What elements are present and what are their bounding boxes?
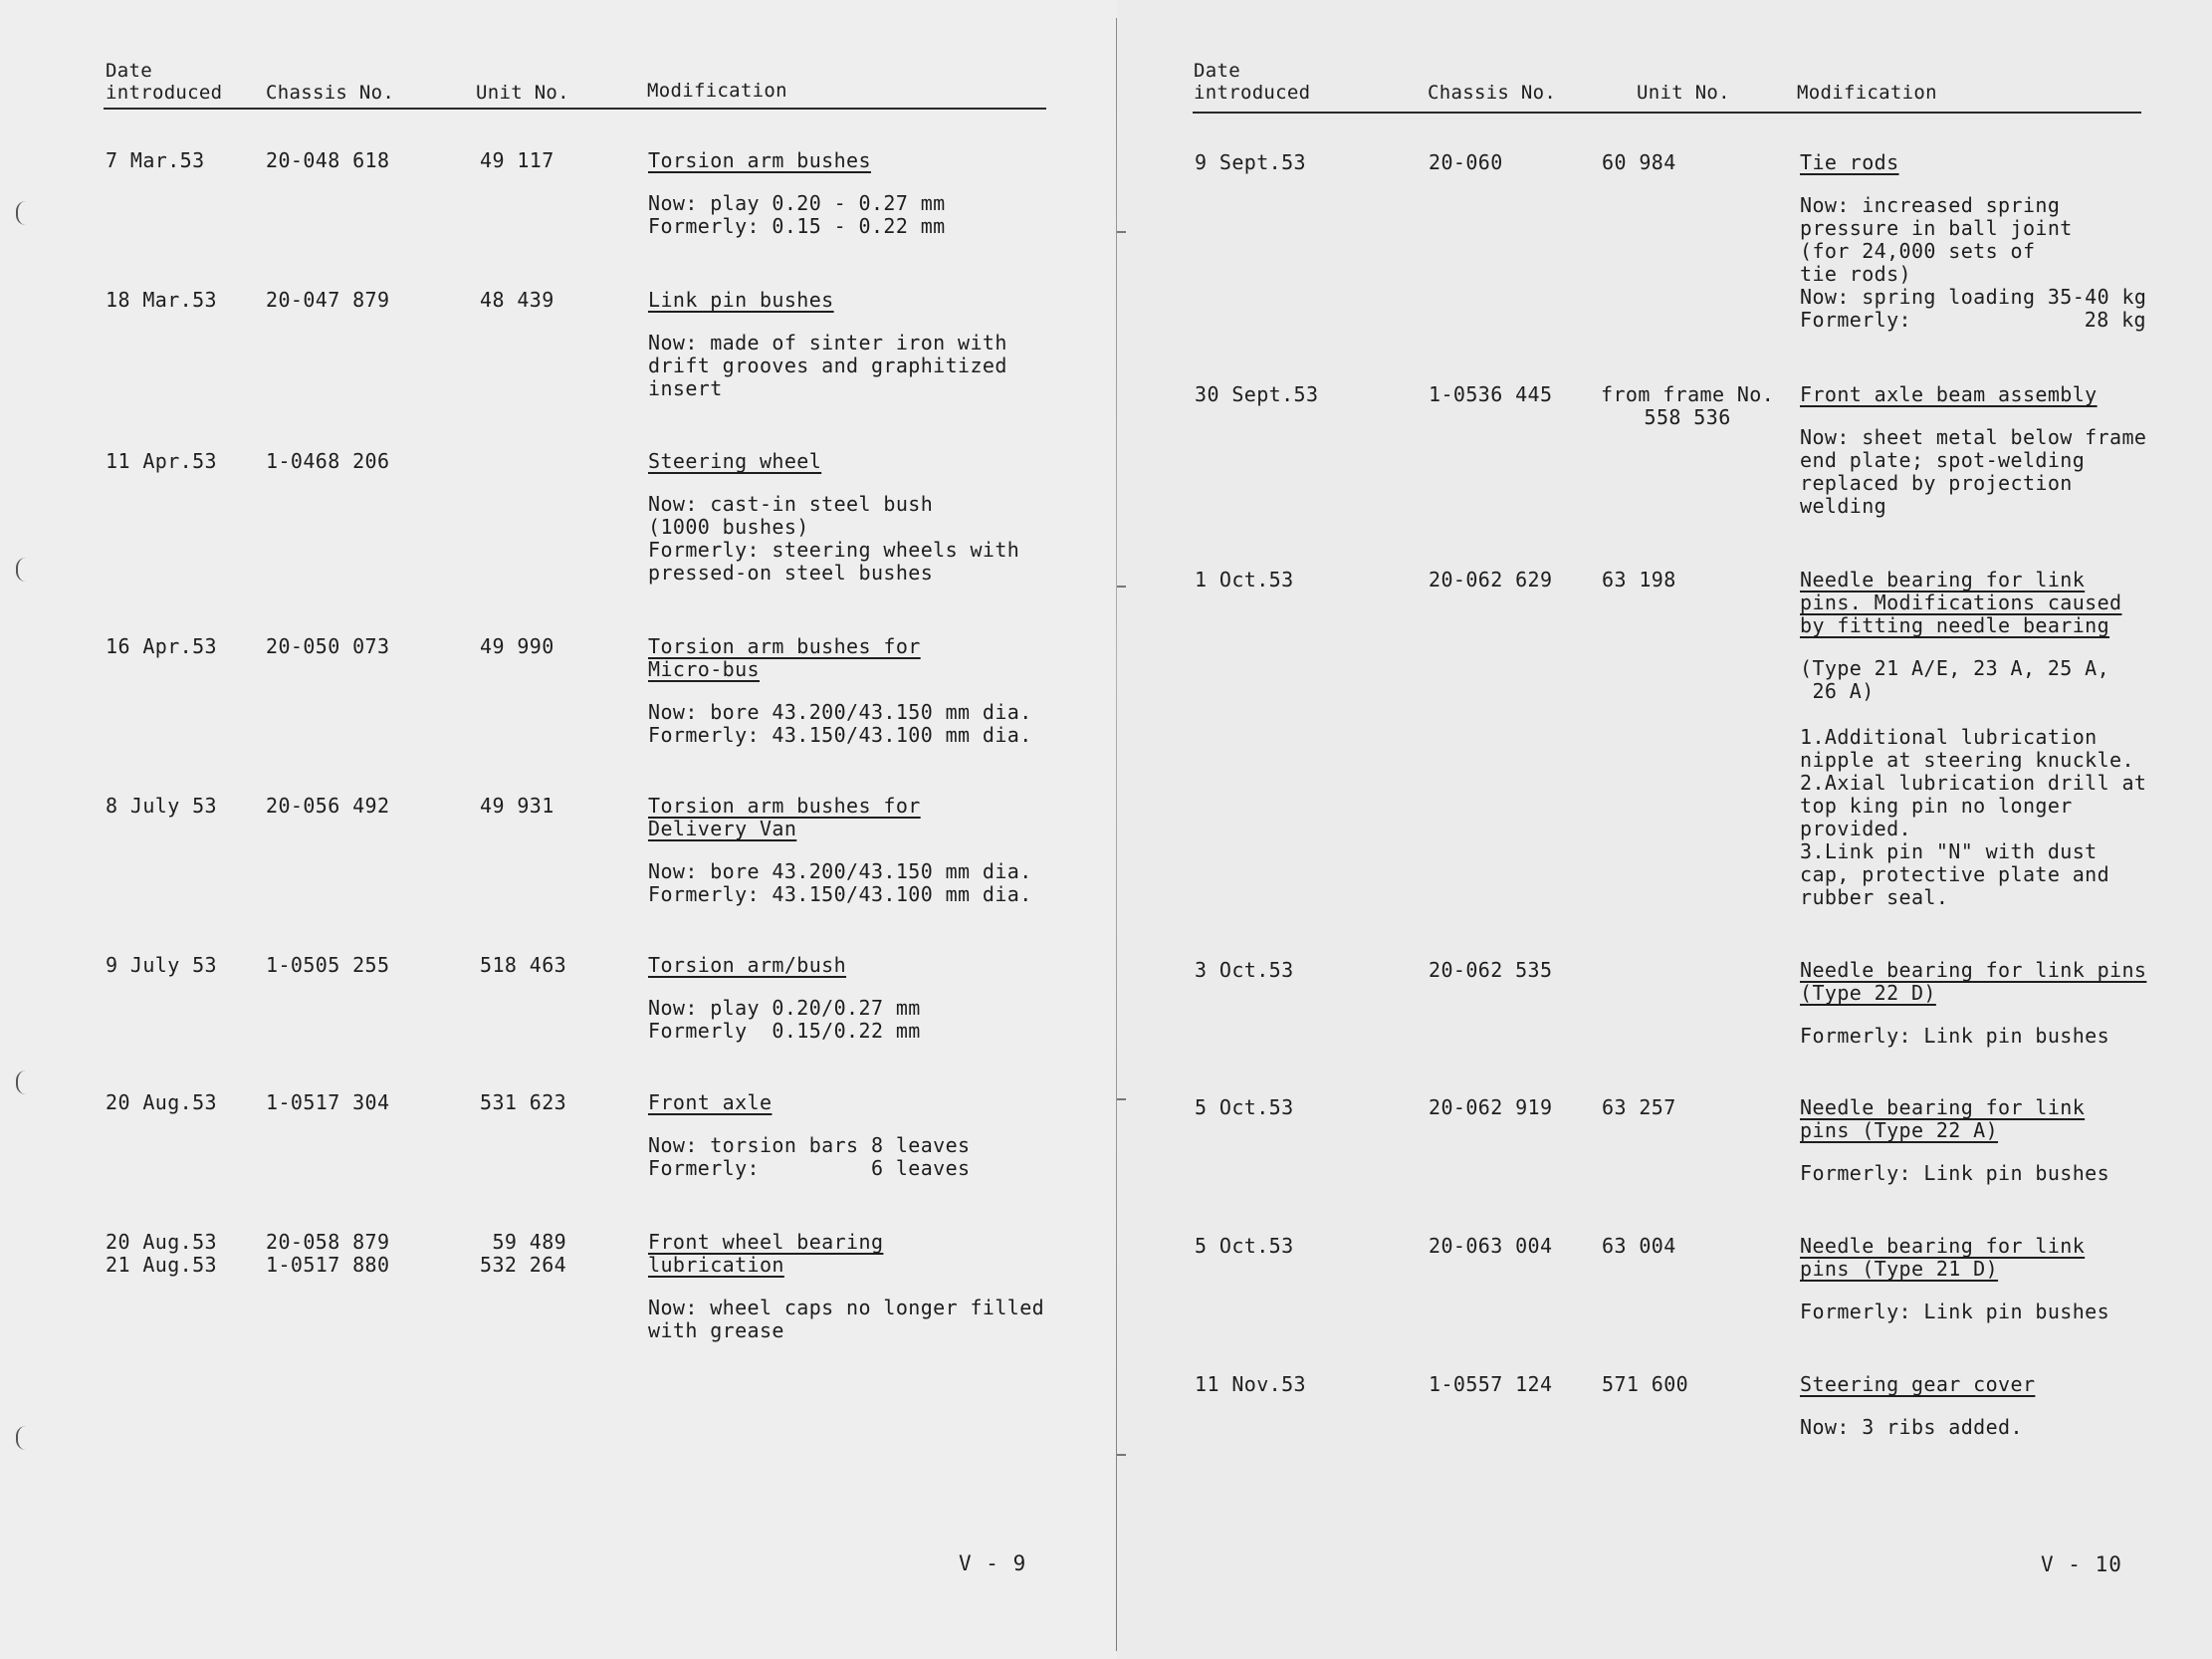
chassis-line: 1-0557 124 bbox=[1429, 1372, 1553, 1396]
modification-body bbox=[648, 493, 1019, 585]
body-line: rubber seal. bbox=[1800, 885, 1949, 909]
title-line: Micro-bus bbox=[648, 657, 760, 681]
date-line: 3 Oct.53 bbox=[1195, 958, 1294, 982]
body-line: Now: increased spring bbox=[1800, 193, 2061, 217]
date-line: 21 Aug.53 bbox=[106, 1253, 217, 1277]
unit-cell bbox=[1602, 1373, 1688, 1396]
chassis-cell bbox=[266, 450, 389, 473]
header-modification: Modification bbox=[647, 80, 787, 102]
title-line: pins (Type 21 D) bbox=[1800, 1257, 1999, 1281]
title-line: by fitting needle bearing bbox=[1800, 613, 2110, 637]
modification-title bbox=[1800, 1096, 2109, 1142]
body-line: insert bbox=[648, 376, 723, 400]
unit-line: 518 463 bbox=[480, 953, 567, 977]
header-date-line-1: Date bbox=[1194, 60, 1240, 82]
modification-cell bbox=[1800, 383, 2146, 518]
date-cell bbox=[106, 954, 217, 977]
unit-cell bbox=[480, 149, 554, 172]
modification-body bbox=[648, 860, 1032, 906]
chassis-cell bbox=[1429, 1373, 1552, 1396]
body-line: Now: made of sinter iron with bbox=[648, 331, 1007, 355]
modification-body bbox=[648, 997, 921, 1043]
body-line: Formerly: 43.150/43.100 mm dia. bbox=[648, 723, 1032, 747]
unit-cell bbox=[1602, 151, 1676, 174]
chassis-cell bbox=[1429, 959, 1552, 982]
title-line: Link pin bushes bbox=[648, 288, 834, 312]
body-line: 3.Link pin "N" with dust bbox=[1800, 839, 2098, 863]
chassis-line: 1-0505 255 bbox=[266, 953, 390, 977]
title-line: Torsion arm bushes for bbox=[648, 794, 921, 818]
chassis-line: 20-062 535 bbox=[1429, 958, 1553, 982]
chassis-line: 20-063 004 bbox=[1429, 1234, 1553, 1258]
chassis-cell bbox=[266, 149, 389, 172]
modification-body bbox=[1800, 426, 2146, 518]
modification-title bbox=[648, 149, 946, 172]
date-line: 5 Oct.53 bbox=[1195, 1234, 1294, 1258]
body-line: Now: 3 ribs added. bbox=[1800, 1415, 2023, 1439]
date-cell bbox=[1195, 959, 1294, 982]
date-line: 20 Aug.53 bbox=[106, 1230, 217, 1254]
body-line bbox=[1800, 309, 2146, 332]
body-line: (Type 21 A/E, 23 A, 25 A, bbox=[1800, 656, 2110, 680]
title-line: Needle bearing for link bbox=[1800, 1095, 2086, 1119]
body-line: pressed-on steel bushes bbox=[648, 561, 934, 585]
modification-cell bbox=[648, 635, 1032, 747]
unit-cell bbox=[1602, 1235, 1676, 1258]
modification-body bbox=[1800, 1416, 2035, 1439]
header-date-line-2: introduced bbox=[1194, 82, 1311, 104]
title-line: Needle bearing for link bbox=[1800, 568, 2086, 592]
date-line: 11 Apr.53 bbox=[106, 449, 217, 473]
modification-body bbox=[1800, 1162, 2109, 1185]
title-line: pins. Modifications caused bbox=[1800, 591, 2122, 614]
modification-cell bbox=[648, 954, 921, 1043]
body-line: 1.Additional lubrication bbox=[1800, 725, 2098, 749]
chassis-line: 20-047 879 bbox=[266, 288, 390, 312]
title-line: Front wheel bearing bbox=[648, 1230, 884, 1254]
body-line: pressure in ball joint bbox=[1800, 216, 2073, 240]
title-line: Needle bearing for link bbox=[1800, 1234, 2086, 1258]
header-rule bbox=[1193, 112, 2141, 114]
chassis-cell bbox=[266, 954, 389, 977]
modification-cell bbox=[1800, 959, 2146, 1048]
unit-line: 558 536 bbox=[1644, 405, 1731, 429]
body-line: Now: sheet metal below frame bbox=[1800, 425, 2147, 449]
title-line: (Type 22 D) bbox=[1800, 981, 1936, 1005]
modification-title bbox=[648, 795, 1032, 840]
body-line: Formerly: 6 leaves bbox=[648, 1156, 971, 1180]
unit-cell bbox=[480, 289, 554, 312]
body-line: Now: cast-in steel bush bbox=[648, 492, 934, 516]
body-line: with grease bbox=[648, 1318, 784, 1342]
body-line: welding bbox=[1800, 494, 1887, 518]
unit-line: from frame No. bbox=[1601, 382, 1775, 406]
modification-title bbox=[1800, 151, 2146, 174]
body-line: Formerly: Link pin bushes bbox=[1800, 1300, 2110, 1323]
modification-body bbox=[1800, 194, 2146, 332]
modification-title bbox=[1800, 1235, 2109, 1281]
title-line: Front axle bbox=[648, 1090, 773, 1114]
unit-cell bbox=[480, 954, 566, 977]
body-line: drift grooves and graphitized bbox=[648, 354, 1007, 377]
chassis-cell bbox=[266, 1091, 389, 1114]
date-line: 16 Apr.53 bbox=[106, 634, 217, 658]
date-line: 9 July 53 bbox=[106, 953, 217, 977]
date-cell bbox=[1195, 1096, 1294, 1119]
date-cell bbox=[106, 1231, 217, 1277]
punch-mark bbox=[16, 1070, 28, 1094]
title-line: Tie rods bbox=[1800, 150, 1899, 174]
unit-line: 49 117 bbox=[480, 148, 554, 172]
chassis-cell bbox=[266, 1231, 389, 1277]
punch-mark bbox=[16, 201, 28, 225]
punch-mark bbox=[16, 1426, 28, 1450]
modification-title bbox=[1800, 1373, 2035, 1396]
modification-cell bbox=[648, 149, 946, 238]
modification-body bbox=[648, 1297, 1044, 1342]
date-line: 7 Mar.53 bbox=[106, 148, 205, 172]
body-line-part: Now: spring loading 35-40 kg bbox=[1800, 285, 2147, 309]
title-line: Torsion arm bushes for bbox=[648, 634, 921, 658]
modification-title bbox=[1800, 569, 2146, 637]
title-line: Front axle beam assembly bbox=[1800, 382, 2098, 406]
date-line: 5 Oct.53 bbox=[1195, 1095, 1294, 1119]
date-cell bbox=[1195, 569, 1294, 592]
unit-line: 59 489 bbox=[492, 1230, 567, 1254]
page-number-left: V - 9 bbox=[959, 1551, 1027, 1575]
unit-cell bbox=[1602, 1096, 1676, 1119]
body-line: nipple at steering knuckle. bbox=[1800, 748, 2134, 772]
title-line: Torsion arm/bush bbox=[648, 953, 847, 977]
edge-mark bbox=[1117, 231, 1126, 233]
header-unit: Unit No. bbox=[1637, 82, 1730, 104]
body-line: Now: bore 43.200/43.150 mm dia. bbox=[648, 859, 1032, 883]
unit-line: 48 439 bbox=[480, 288, 554, 312]
body-line: (1000 bushes) bbox=[648, 515, 809, 539]
unit-line: 63 198 bbox=[1602, 568, 1676, 592]
chassis-line: 1-0517 880 bbox=[266, 1253, 390, 1277]
header-date-line-1: Date bbox=[106, 60, 152, 82]
date-cell bbox=[106, 1091, 217, 1114]
date-line: 18 Mar.53 bbox=[106, 288, 217, 312]
modification-title bbox=[648, 954, 921, 977]
body-line: Now: bore 43.200/43.150 mm dia. bbox=[648, 700, 1032, 724]
chassis-cell bbox=[1429, 383, 1552, 406]
header-chassis: Chassis No. bbox=[266, 82, 395, 104]
date-line: 9 Sept.53 bbox=[1195, 150, 1306, 174]
chassis-line: 20-062 629 bbox=[1429, 568, 1553, 592]
modification-body bbox=[648, 701, 1032, 747]
date-cell bbox=[1195, 1235, 1294, 1258]
modification-cell bbox=[648, 289, 1007, 400]
date-line: 20 Aug.53 bbox=[106, 1090, 217, 1114]
date-cell bbox=[1195, 151, 1306, 174]
body-line: Formerly: 43.150/43.100 mm dia. bbox=[648, 882, 1032, 906]
chassis-line: 20-060 bbox=[1429, 150, 1503, 174]
chassis-line: 1-0468 206 bbox=[266, 449, 390, 473]
edge-mark bbox=[1117, 1454, 1126, 1456]
page-number-right: V - 10 bbox=[2041, 1552, 2122, 1576]
chassis-line: 20-056 492 bbox=[266, 794, 390, 818]
header-unit: Unit No. bbox=[476, 82, 569, 104]
modification-title bbox=[648, 1091, 970, 1114]
unit-cell bbox=[480, 1231, 566, 1277]
chassis-line: 20-062 919 bbox=[1429, 1095, 1553, 1119]
edge-mark bbox=[1117, 1098, 1126, 1100]
body-line: cap, protective plate and bbox=[1800, 862, 2110, 886]
chassis-cell bbox=[1429, 1096, 1552, 1119]
modification-title bbox=[648, 289, 1007, 312]
modification-cell bbox=[1800, 1235, 2109, 1323]
chassis-line: 1-0536 445 bbox=[1429, 382, 1553, 406]
unit-line: 60 984 bbox=[1602, 150, 1676, 174]
chassis-cell bbox=[1429, 569, 1552, 592]
body-line: Now: play 0.20/0.27 mm bbox=[648, 996, 921, 1020]
date-cell bbox=[106, 795, 217, 818]
modification-body bbox=[648, 1134, 970, 1180]
modification-cell bbox=[1800, 151, 2146, 332]
chassis-cell bbox=[1429, 151, 1503, 174]
date-cell bbox=[106, 635, 217, 658]
header-chassis: Chassis No. bbox=[1428, 82, 1557, 104]
unit-line: 49 931 bbox=[480, 794, 554, 818]
modification-title bbox=[1800, 959, 2146, 1005]
date-cell bbox=[106, 450, 217, 473]
modification-title bbox=[648, 450, 1019, 473]
chassis-cell bbox=[266, 289, 389, 312]
title-line: Steering wheel bbox=[648, 449, 822, 473]
modification-cell bbox=[648, 1231, 1044, 1342]
chassis-cell bbox=[266, 795, 389, 818]
body-line bbox=[1800, 286, 2146, 309]
header-modification: Modification bbox=[1797, 82, 1937, 104]
chassis-line: 20-050 073 bbox=[266, 634, 390, 658]
header-date bbox=[106, 60, 222, 104]
unit-cell bbox=[480, 795, 554, 818]
body-line: Now: wheel caps no longer filled bbox=[648, 1296, 1045, 1319]
unit-cell bbox=[480, 635, 554, 658]
modification-body bbox=[648, 192, 946, 238]
date-cell bbox=[1195, 383, 1318, 406]
body-line: Formerly: Link pin bushes bbox=[1800, 1161, 2110, 1185]
unit-line: 63 004 bbox=[1602, 1234, 1676, 1258]
title-line: pins (Type 22 A) bbox=[1800, 1118, 1999, 1142]
body-line: tie rods) bbox=[1800, 262, 1911, 286]
body-line: Formerly: steering wheels with bbox=[648, 538, 1020, 562]
punch-mark bbox=[16, 558, 28, 582]
date-cell bbox=[106, 149, 205, 172]
title-line: Needle bearing for link pins bbox=[1800, 958, 2147, 982]
body-line: Formerly: 0.15 - 0.22 mm bbox=[648, 214, 946, 238]
body-line: replaced by projection bbox=[1800, 471, 2073, 495]
title-line: Torsion arm bushes bbox=[648, 148, 871, 172]
modification-cell bbox=[1800, 1373, 2035, 1439]
modification-body bbox=[1800, 1301, 2109, 1323]
body-line: 26 A) bbox=[1800, 679, 1875, 703]
header-date-line-2: introduced bbox=[106, 82, 223, 104]
edge-mark bbox=[1117, 586, 1126, 588]
modification-cell bbox=[648, 795, 1032, 906]
unit-line: 531 623 bbox=[480, 1090, 567, 1114]
body-line: provided. bbox=[1800, 817, 1911, 840]
unit-cell bbox=[480, 1091, 566, 1114]
body-line-part: Formerly: bbox=[1800, 308, 1911, 332]
body-line-part: 28 kg bbox=[2084, 308, 2146, 332]
body-line: (for 24,000 sets of bbox=[1800, 239, 2036, 263]
chassis-cell bbox=[1429, 1235, 1552, 1258]
body-line: Formerly 0.15/0.22 mm bbox=[648, 1019, 921, 1043]
body-line: Formerly: Link pin bushes bbox=[1800, 1024, 2110, 1048]
title-line: Steering gear cover bbox=[1800, 1372, 2036, 1396]
body-line: 2.Axial lubrication drill at bbox=[1800, 771, 2147, 795]
modification-body bbox=[1800, 657, 2146, 909]
date-cell bbox=[1195, 1373, 1306, 1396]
modification-cell bbox=[648, 450, 1019, 585]
date-line: 8 July 53 bbox=[106, 794, 217, 818]
body-line: end plate; spot-welding bbox=[1800, 448, 2086, 472]
body-line: Now: torsion bars 8 leaves bbox=[648, 1133, 971, 1157]
title-line: lubrication bbox=[648, 1253, 784, 1277]
body-line: Now: play 0.20 - 0.27 mm bbox=[648, 191, 946, 215]
date-cell bbox=[106, 289, 217, 312]
body-line bbox=[1800, 703, 2146, 726]
modification-title bbox=[648, 1231, 1044, 1277]
unit-cell bbox=[1601, 383, 1774, 429]
modification-title bbox=[648, 635, 1032, 681]
unit-line: 532 264 bbox=[480, 1253, 567, 1277]
chassis-line: 1-0517 304 bbox=[266, 1090, 390, 1114]
modification-body bbox=[648, 332, 1007, 400]
date-line: 1 Oct.53 bbox=[1195, 568, 1294, 592]
modification-cell bbox=[1800, 1096, 2109, 1185]
unit-cell bbox=[1602, 569, 1676, 592]
chassis-cell bbox=[266, 635, 389, 658]
date-line: 30 Sept.53 bbox=[1195, 382, 1319, 406]
header-rule bbox=[104, 108, 1046, 110]
modification-body bbox=[1800, 1025, 2146, 1048]
unit-line: 571 600 bbox=[1602, 1372, 1689, 1396]
right-page bbox=[1117, 0, 2212, 1659]
modification-cell bbox=[1800, 569, 2146, 909]
header-date bbox=[1194, 60, 1310, 104]
unit-line: 49 990 bbox=[480, 634, 554, 658]
chassis-line: 20-048 618 bbox=[266, 148, 390, 172]
modification-cell bbox=[648, 1091, 970, 1180]
unit-line: 63 257 bbox=[1602, 1095, 1676, 1119]
title-line: Delivery Van bbox=[648, 817, 797, 840]
chassis-line: 20-058 879 bbox=[266, 1230, 390, 1254]
modification-title bbox=[1800, 383, 2146, 406]
date-line: 11 Nov.53 bbox=[1195, 1372, 1306, 1396]
body-line: top king pin no longer bbox=[1800, 794, 2073, 818]
